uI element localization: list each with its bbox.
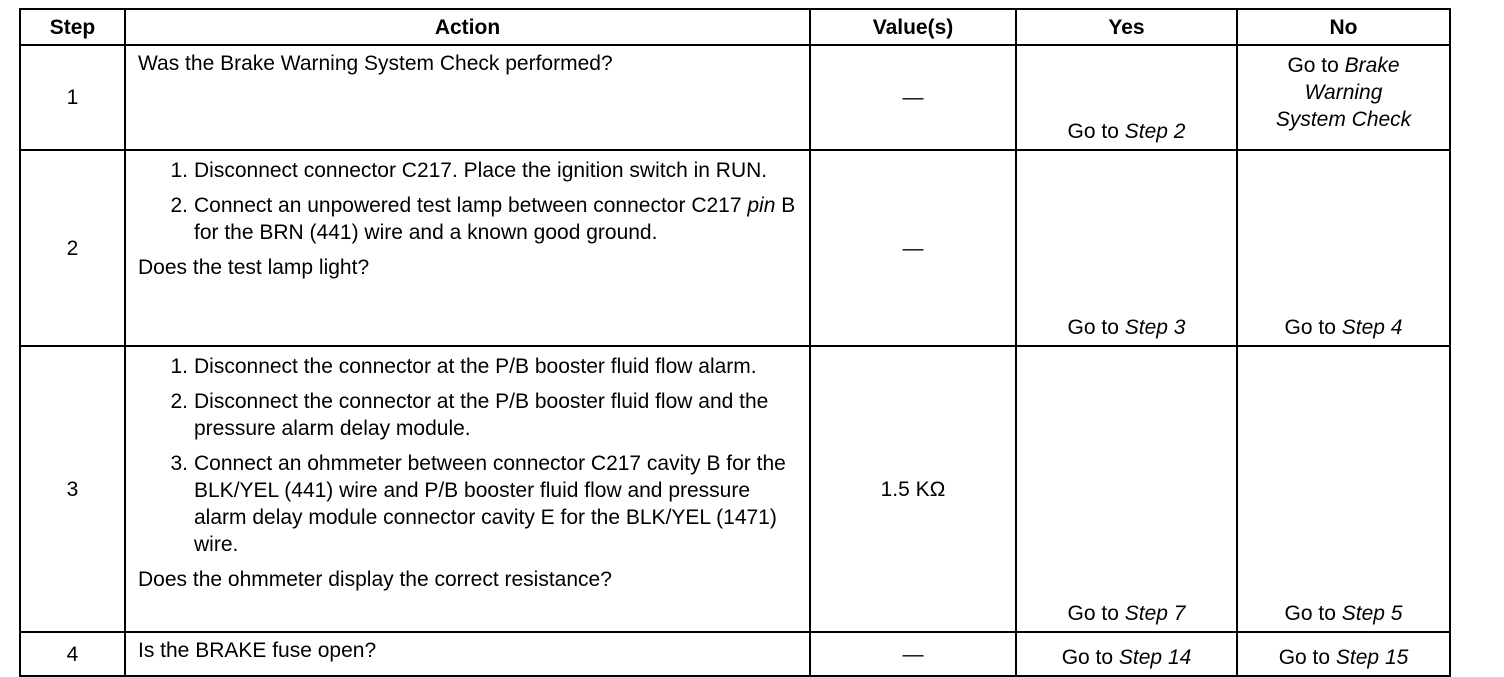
action-question: Does the ohmmeter display the correct resistance? bbox=[138, 568, 612, 591]
yes-step-link[interactable]: Step 2 bbox=[1124, 120, 1186, 143]
item-number: 3. bbox=[170, 452, 188, 475]
action-question: Is the BRAKE fuse open? bbox=[138, 639, 377, 662]
step-number: 3 bbox=[20, 346, 125, 632]
no-step-link[interactable]: Brake bbox=[1344, 54, 1400, 77]
no-step-link[interactable]: Step 15 bbox=[1335, 646, 1409, 669]
table-row bbox=[20, 632, 1450, 676]
yes-step-link[interactable]: Step 3 bbox=[1124, 316, 1186, 339]
no-cell bbox=[1237, 346, 1450, 632]
no-cell bbox=[1237, 150, 1450, 346]
table-row bbox=[20, 150, 1450, 346]
item-text: Connect an ohmmeter between connector C217 cavity B for the BLK/YEL (441) wire and P/B booster fluid flow and pressure alarm delay module connector cavity E for the BLK/YEL (1471) wire. bbox=[194, 452, 786, 556]
action-cell bbox=[125, 45, 810, 150]
header-value: Value(s) bbox=[810, 9, 1016, 45]
yes-prefix: Go to bbox=[1067, 602, 1119, 625]
no-cell bbox=[1237, 632, 1450, 676]
no-step-link-line2[interactable]: Warning bbox=[1304, 81, 1383, 104]
no-prefix: Go to bbox=[1278, 646, 1331, 669]
no-prefix: Go to bbox=[1284, 602, 1336, 625]
step-number: 2 bbox=[20, 150, 125, 346]
item-number: 2. bbox=[170, 194, 188, 217]
no-step-link-line3[interactable]: System Check bbox=[1275, 108, 1412, 131]
step-number: 4 bbox=[20, 632, 125, 676]
value-cell: — bbox=[810, 150, 1016, 346]
item-text-emphasis: pin bbox=[747, 194, 776, 217]
yes-prefix: Go to bbox=[1067, 316, 1119, 339]
yes-prefix: Go to bbox=[1061, 646, 1114, 669]
no-prefix: Go to bbox=[1284, 316, 1336, 339]
step-number: 1 bbox=[20, 45, 125, 150]
item-number: 2. bbox=[170, 390, 188, 413]
no-cell bbox=[1237, 45, 1450, 150]
item-text: Disconnect the connector at the P/B booster fluid flow alarm. bbox=[194, 355, 757, 378]
no-prefix: Go to bbox=[1287, 54, 1339, 77]
yes-prefix: Go to bbox=[1067, 120, 1119, 143]
action-question: Was the Brake Warning System Check performed? bbox=[138, 52, 613, 75]
action-steps-list bbox=[138, 353, 799, 558]
action-step-item bbox=[160, 450, 799, 558]
item-text: Connect an unpowered test lamp between connector C217 bbox=[194, 194, 748, 217]
header-no: No bbox=[1237, 9, 1450, 45]
yes-cell bbox=[1016, 45, 1237, 150]
yes-cell bbox=[1016, 150, 1237, 346]
yes-step-link[interactable]: Step 14 bbox=[1118, 646, 1192, 669]
table-row bbox=[20, 346, 1450, 632]
header-row bbox=[20, 9, 1450, 45]
diagnostic-table bbox=[19, 8, 1451, 677]
item-text: Disconnect the connector at the P/B booster fluid flow and the pressure alarm delay module. bbox=[194, 390, 769, 440]
item-text-rest: B for the BRN (441) wire and a known good ground. bbox=[194, 194, 796, 244]
yes-step-link[interactable]: Step 7 bbox=[1124, 602, 1186, 625]
action-cell bbox=[125, 346, 810, 632]
action-step-item bbox=[160, 157, 799, 184]
action-step-item bbox=[160, 192, 799, 246]
yes-cell bbox=[1016, 346, 1237, 632]
action-step-item bbox=[160, 388, 799, 442]
action-steps-list bbox=[138, 157, 799, 246]
item-number: 1. bbox=[170, 355, 188, 378]
action-question: Does the test lamp light? bbox=[138, 256, 370, 279]
yes-cell bbox=[1016, 632, 1237, 676]
action-cell bbox=[125, 632, 810, 676]
table-row bbox=[20, 45, 1450, 150]
value-cell: 1.5 KΩ bbox=[810, 346, 1016, 632]
header-action: Action bbox=[125, 9, 810, 45]
action-cell bbox=[125, 150, 810, 346]
item-number: 1. bbox=[170, 159, 188, 182]
action-step-item bbox=[160, 353, 799, 380]
no-step-link[interactable]: Step 5 bbox=[1341, 602, 1403, 625]
item-text: Disconnect connector C217. Place the ignition switch in RUN. bbox=[194, 159, 768, 182]
header-yes: Yes bbox=[1016, 9, 1237, 45]
value-cell: — bbox=[810, 632, 1016, 676]
no-step-link[interactable]: Step 4 bbox=[1341, 316, 1403, 339]
header-step: Step bbox=[20, 9, 125, 45]
value-cell: — bbox=[810, 45, 1016, 150]
